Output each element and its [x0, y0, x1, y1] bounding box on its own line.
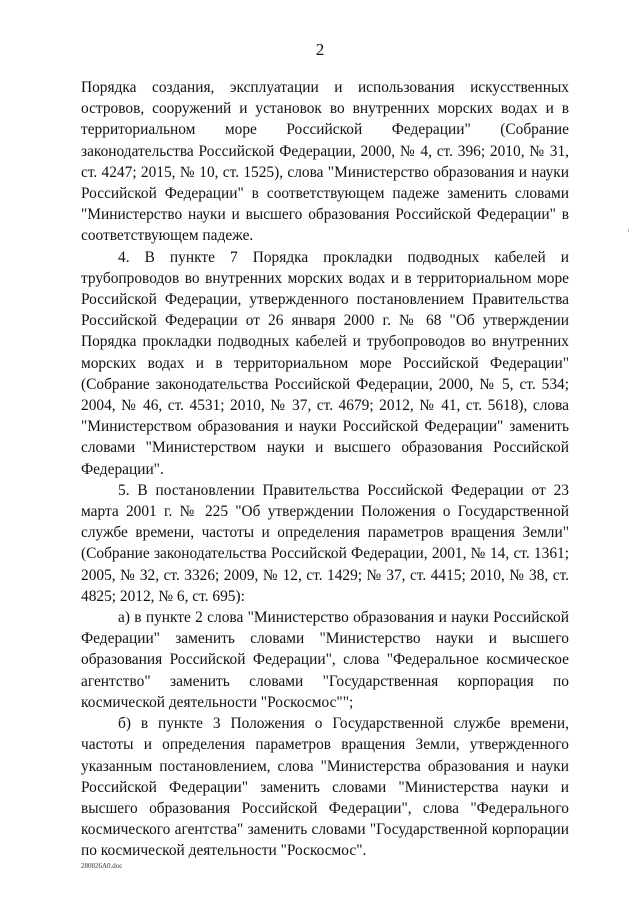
paragraph-subitem-b: б) в пункте 3 Положения о Государственной службе времени, частоты и определения параметров вращения Земли, утвержденного указанным постановлением, слова "Министерства образования и науки Российской Федерации" заменить словами "Министерства науки и высшего образования Российской Федерации", слова "Федерального космического агентства" заменить словами "Государственной корпорации по космической деятельности "Роскосмос".: [81, 715, 569, 860]
paragraph-continuation: Порядка создания, эксплуатации и использования искусственных островов, сооружений и установок во внутренних морских водах и в территориальном море Российской Федерации" (Собрание законодательства Российской Федерации, 2000, № 4, ст. 396; 2010, № 31, ст. 4247; 2015, № 10, ст. 1525), слова "Министерство образования и науки Российской Федерации" в соответствующем падеже заменить словами "Министерство науки и высшего образования Российской Федерации" в соответствующем падеже.: [81, 79, 569, 245]
page-number: 2: [315, 40, 325, 59]
paragraph-item-4: 4. В пункте 7 Порядка прокладки подводных кабелей и трубопроводов во внутренних морских водах и в территориальном море Российской Федерации, утвержденного постановлением Правительства Российской Федерации от 26 января 2000 г. № 68 "Об утверждении Порядка прокладки подводных кабелей и трубопроводов во внутренних морских водах и в территориальном море Российской Федерации" (Собрание законодательства Российской Федерации, 2000, № 5, ст. 534; 2004, № 46, ст. 4531; 2010, № 37, ст. 4679; 2012, № 41, ст. 5618), слова "Министерством образования и науки Российской Федерации" заменить словами "Министерством науки и высшего образования Российской Федерации".: [81, 248, 569, 478]
document-body: [81, 77, 569, 862]
paragraph-item-5: 5. В постановлении Правительства Российской Федерации от 23 марта 2001 г. № 225 "Об утверждении Положения о Государственной службе времени, частоты и определения параметров вращения Земли" (Собрание законодательства Российской Федерации, 2001, № 14, ст. 1361; 2005, № 32, ст. 3326; 2009, № 12, ст. 1429; № 37, ст. 4415; 2010, № 38, ст. 4825; 2012, № 6, ст. 695):: [81, 481, 569, 605]
footer-file-code: 280826A0.doc: [81, 862, 123, 870]
paragraph-subitem-a: а) в пункте 2 слова "Министерство образования и науки Российской Федерации" заменить словами "Министерство науки и высшего образования Российской Федерации", слова "Федеральное космическое агентство" заменить словами "Государственная корпорация по космической деятельности "Роскосмос"";: [81, 609, 569, 711]
scan-mark: [628, 229, 629, 232]
